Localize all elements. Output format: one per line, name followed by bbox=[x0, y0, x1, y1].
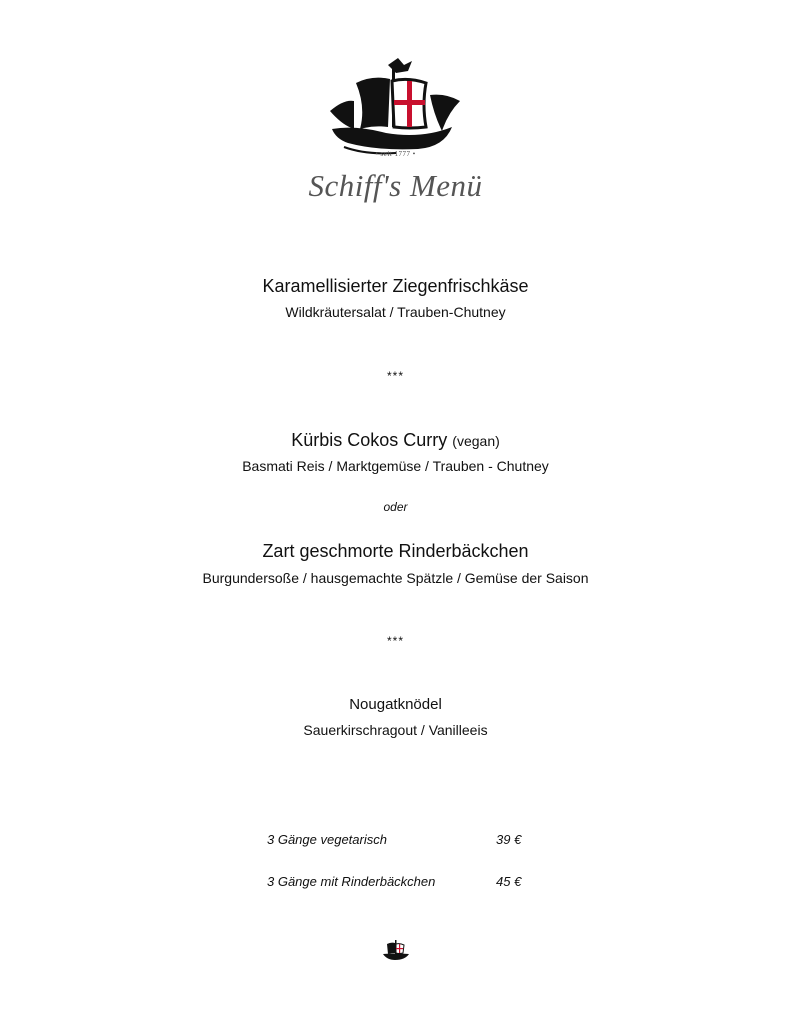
course-2-heading bbox=[0, 430, 791, 451]
separator-1: *** bbox=[386, 369, 404, 383]
price-label: 3 Gänge vegetarisch bbox=[267, 832, 387, 847]
since-text: • seit 1777 • bbox=[375, 150, 416, 158]
menu-title: Schiff's Menü bbox=[308, 168, 483, 203]
price-value: 39 € bbox=[496, 832, 522, 847]
course-2-title: Kürbis Cokos Curry bbox=[291, 430, 448, 450]
small-ship-icon bbox=[381, 938, 411, 962]
price-value: 45 € bbox=[496, 874, 522, 889]
course-2-description: Basmati Reis / Marktgemüse / Trauben - Chutney bbox=[242, 458, 549, 474]
alternative-text: oder bbox=[383, 500, 408, 514]
course-2-note: (vegan) bbox=[452, 433, 500, 449]
course-4-title: Nougatknödel bbox=[349, 696, 442, 713]
sailing-ship-logo-icon bbox=[326, 55, 466, 165]
course-4-description: Sauerkirschragout / Vanilleeis bbox=[303, 722, 488, 738]
course-3-description: Burgundersoße / hausgemachte Spätzle / Gemüse der Saison bbox=[202, 570, 589, 586]
separator-2: *** bbox=[386, 634, 404, 648]
course-1-title: Karamellisierter Ziegenfrischkäse bbox=[262, 276, 529, 296]
price-label: 3 Gänge mit Rinderbäckchen bbox=[267, 874, 436, 889]
course-3-title: Zart geschmorte Rinderbäckchen bbox=[262, 541, 529, 561]
course-1-description: Wildkräutersalat / Trauben-Chutney bbox=[285, 304, 506, 320]
